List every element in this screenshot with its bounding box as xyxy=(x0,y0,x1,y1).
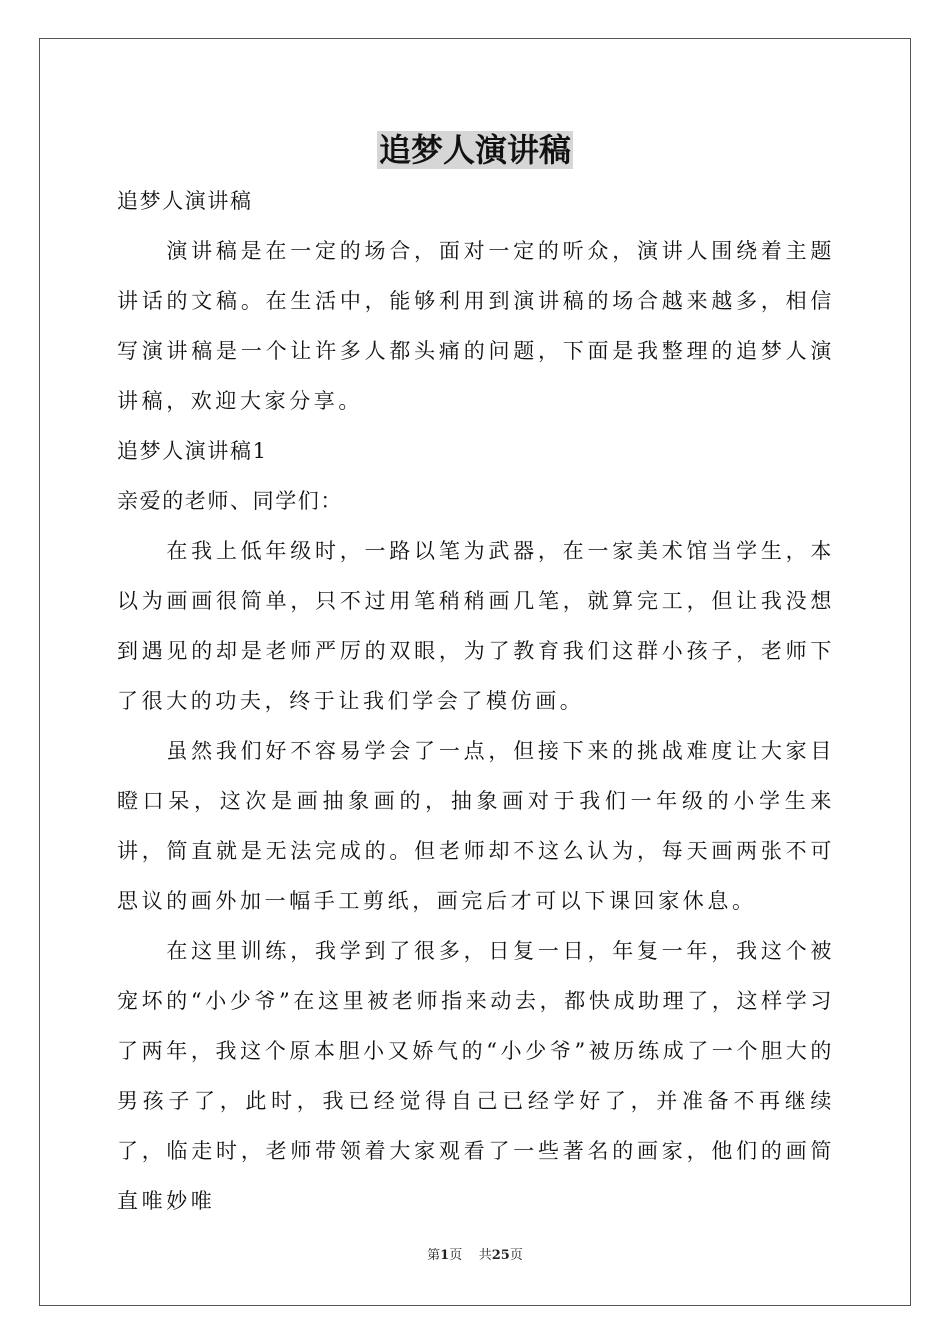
total-suffix: 页 xyxy=(509,1248,523,1263)
page-number: 1 xyxy=(440,1248,450,1263)
body-paragraph-3: 在这里训练，我学到了很多，日复一日，年复一年，我这个被宠坏的“小少爷”在这里被老师指来动去，都快成助理了，这样学习了两年，我这个原本胆小又娇气的“小少爷”被历练成了一个胆大的男孩子了，此时，我已经觉得自己已经学好了，并准备不再继续了，临走时，老师带领着大家观看了一些著名的画家，他们的画简直唯妙唯 xyxy=(117,939,835,1213)
document-body xyxy=(117,176,835,1226)
page-suffix: 页 xyxy=(449,1248,463,1263)
salutation: 亲爱的老师、同学们： xyxy=(117,489,343,513)
total-pages: 25 xyxy=(491,1248,510,1263)
total-prefix: 共 xyxy=(478,1248,492,1263)
document-title xyxy=(0,128,950,172)
section-heading: 追梦人演讲稿1 xyxy=(117,439,268,463)
intro-paragraph: 演讲稿是在一定的场合，面对一定的听众，演讲人围绕着主题讲话的文稿。在生活中，能够利用到演讲稿的场合越来越多，相信写演讲稿是一个让许多人都头痛的问题，下面是我整理的追梦人演讲稿，欢迎大家分享。 xyxy=(117,239,835,413)
body-paragraph-2: 虽然我们好不容易学会了一点，但接下来的挑战难度让大家目瞪口呆，这次是画抽象画的，抽象画对于我们一年级的小学生来讲，简直就是无法完成的。但老师却不这么认为，每天画两张不可思议的画外加一幅手工剪纸，画完后才可以下课回家休息。 xyxy=(117,739,835,913)
body-paragraph-1: 在我上低年级时，一路以笔为武器，在一家美术馆当学生，本以为画画很简单，只不过用笔稍稍画几笔，就算完工，但让我没想到遇见的却是老师严厉的双眼，为了教育我们这群小孩子，老师下了很大的功夫，终于让我们学会了模仿画。 xyxy=(117,539,835,713)
document-title-text: 追梦人演讲稿 xyxy=(378,131,571,169)
page-footer xyxy=(0,1246,950,1266)
document-subtitle: 追梦人演讲稿 xyxy=(117,189,253,213)
page-prefix: 第 xyxy=(427,1248,441,1263)
